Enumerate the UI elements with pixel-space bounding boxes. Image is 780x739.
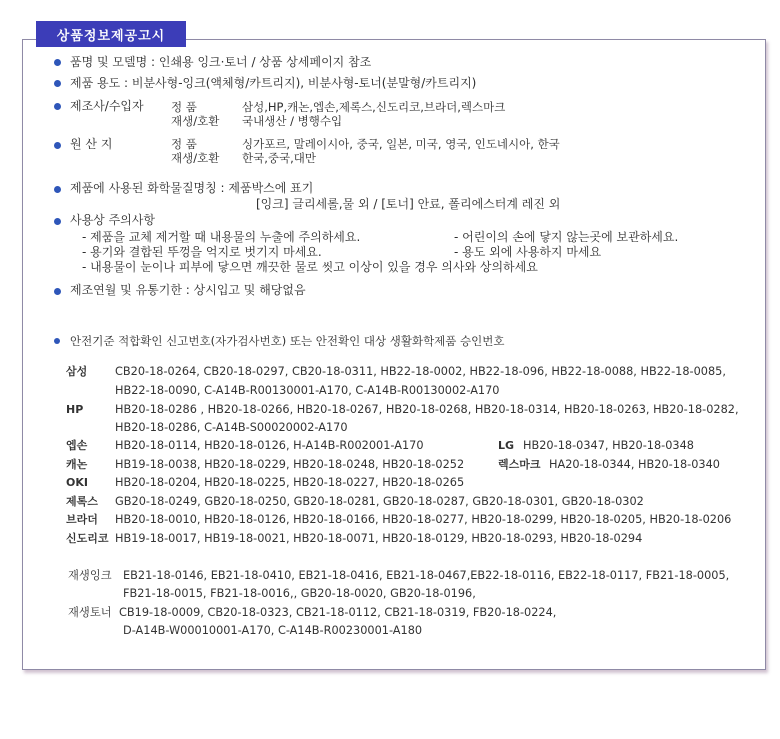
codes-lg: HB20-18-0347, HB20-18-0348 — [523, 439, 694, 452]
bullet-icon — [54, 186, 61, 193]
codes-xerox: GB20-18-0249, GB20-18-0250, GB20-18-0281, GB20-18-0287, GB20-18-0301, GB20-18-0302 — [115, 495, 644, 508]
brand-lexmark: 렉스마크 — [498, 458, 541, 471]
bullet-icon — [54, 142, 61, 149]
maker-recycled-label: 재생/호환 — [171, 114, 220, 128]
usage-text: 제품 용도 : 비분사형-잉크(액체형/카트리지), 비분사형-토너(분말형/카트리지) — [70, 76, 477, 90]
codes-sindoh: HB19-18-0017, HB19-18-0021, HB20-18-0071, HB20-18-0129, HB20-18-0293, HB20-18-0294 — [115, 532, 643, 545]
maker-genuine-label: 정 품 — [171, 100, 197, 114]
caution-item: - 어린이의 손에 닿지 않는곳에 보관하세요. — [454, 230, 679, 244]
codes-lexmark: HA20-18-0344, HB20-18-0340 — [549, 458, 720, 471]
section-title: 상품정보제공고시 — [36, 21, 186, 47]
brand-canon: 캐논 — [66, 458, 88, 471]
brand-hp: HP — [66, 403, 84, 416]
date-text: 제조연월 및 유통기한 : 상시입고 및 해당없음 — [70, 283, 306, 297]
brand-recycled-ink: 재생잉크 — [68, 569, 112, 582]
bullet-icon — [54, 218, 61, 225]
codes-recycled-ink-1: EB21-18-0146, EB21-18-0410, EB21-18-0416, EB21-18-0467,EB22-18-0116, EB22-18-0117, FB21-18-0005, — [123, 569, 730, 582]
origin-recycled-value: 한국,중국,대만 — [242, 151, 316, 165]
maker-recycled-value: 국내생산 / 병행수입 — [242, 114, 343, 128]
codes-oki: HB20-18-0204, HB20-18-0225, HB20-18-0227, HB20-18-0265 — [115, 476, 465, 489]
codes-canon: HB19-18-0038, HB20-18-0229, HB20-18-0248, HB20-18-0252 — [115, 458, 465, 471]
codes-recycled-ink-2: FB21-18-0015, FB21-18-0016,, GB20-18-0020, GB20-18-0196, — [123, 587, 476, 600]
origin-genuine-label: 정 품 — [171, 137, 197, 151]
brand-oki: OKI — [66, 476, 88, 489]
codes-recycled-toner-2: D-A14B-W00010001-A170, C-A14B-R00230001-A180 — [123, 624, 423, 637]
bullet-icon — [54, 288, 61, 295]
origin-label: 원 산 지 — [70, 137, 113, 151]
brand-epson: 엡손 — [66, 439, 88, 452]
brand-sindoh: 신도리코 — [66, 532, 109, 545]
origin-recycled-label: 재생/호환 — [171, 151, 220, 165]
origin-genuine-value: 싱가포르, 말레이시아, 중국, 일본, 미국, 영국, 인도네시아, 한국 — [242, 137, 560, 151]
codes-brother: HB20-18-0010, HB20-18-0126, HB20-18-0166, HB20-18-0277, HB20-18-0299, HB20-18-0205, HB20-18-0206 — [115, 513, 732, 526]
caution-item: - 내용물이 눈이나 피부에 닿으면 깨끗한 물로 씻고 이상이 있을 경우 의사와 상의하세요 — [82, 260, 538, 274]
maker-genuine-value: 삼성,HP,캐논,엡손,제록스,신도리코,브라더,렉스마크 — [242, 100, 506, 114]
bullet-icon — [54, 80, 61, 87]
safety-heading: 안전기준 적합확인 신고번호(자가검사번호) 또는 안전확인 대상 생활화학제품 승인번호 — [70, 334, 505, 348]
caution-item: - 용도 외에 사용하지 마세요 — [454, 245, 602, 259]
brand-brother: 브라더 — [66, 513, 98, 526]
codes-epson: HB20-18-0114, HB20-18-0126, H-A14B-R002001-A170 — [115, 439, 424, 452]
codes-samsung-2: HB22-18-0090, C-A14B-R00130001-A170, C-A14B-R00130002-A170 — [115, 384, 500, 397]
codes-samsung-1: CB20-18-0264, CB20-18-0297, CB20-18-0311, HB22-18-0002, HB22-18-096, HB22-18-0088, HB22-18-0085, — [115, 365, 726, 378]
brand-samsung: 삼성 — [66, 365, 88, 378]
bullet-icon — [54, 338, 60, 344]
chemical-label: 제품에 사용된 화학물질명칭 : 제품박스에 표기 — [70, 181, 314, 195]
brand-lg: LG — [498, 439, 515, 452]
brand-recycled-toner: 재생토너 — [68, 606, 112, 619]
chemical-detail: [잉크] 글리세롤,물 외 / [토너] 안료, 폴리에스터계 레진 외 — [256, 197, 561, 211]
product-name-text: 품명 및 모델명 : 인쇄용 잉크·토너 / 상품 상세페이지 참조 — [70, 55, 372, 69]
caution-item: - 용기와 결합된 뚜껑을 억지로 벗기지 마세요. — [82, 245, 322, 259]
bullet-icon — [54, 59, 61, 66]
bullet-icon — [54, 103, 61, 110]
caution-label: 사용상 주의사항 — [70, 213, 155, 227]
brand-xerox: 제록스 — [66, 495, 98, 508]
caution-item: - 제품을 교체 제거할 때 내용물의 누출에 주의하세요. — [82, 230, 361, 244]
codes-recycled-toner-1: CB19-18-0009, CB20-18-0323, CB21-18-0112, CB21-18-0319, FB20-18-0224, — [119, 606, 557, 619]
maker-label: 제조사/수입자 — [70, 99, 144, 113]
codes-hp-1: HB20-18-0286 , HB20-18-0266, HB20-18-0267, HB20-18-0268, HB20-18-0314, HB20-18-0263, HB20-18-0282, — [115, 403, 739, 416]
codes-hp-2: HB20-18-0286, C-A14B-S00020002-A170 — [115, 421, 348, 434]
